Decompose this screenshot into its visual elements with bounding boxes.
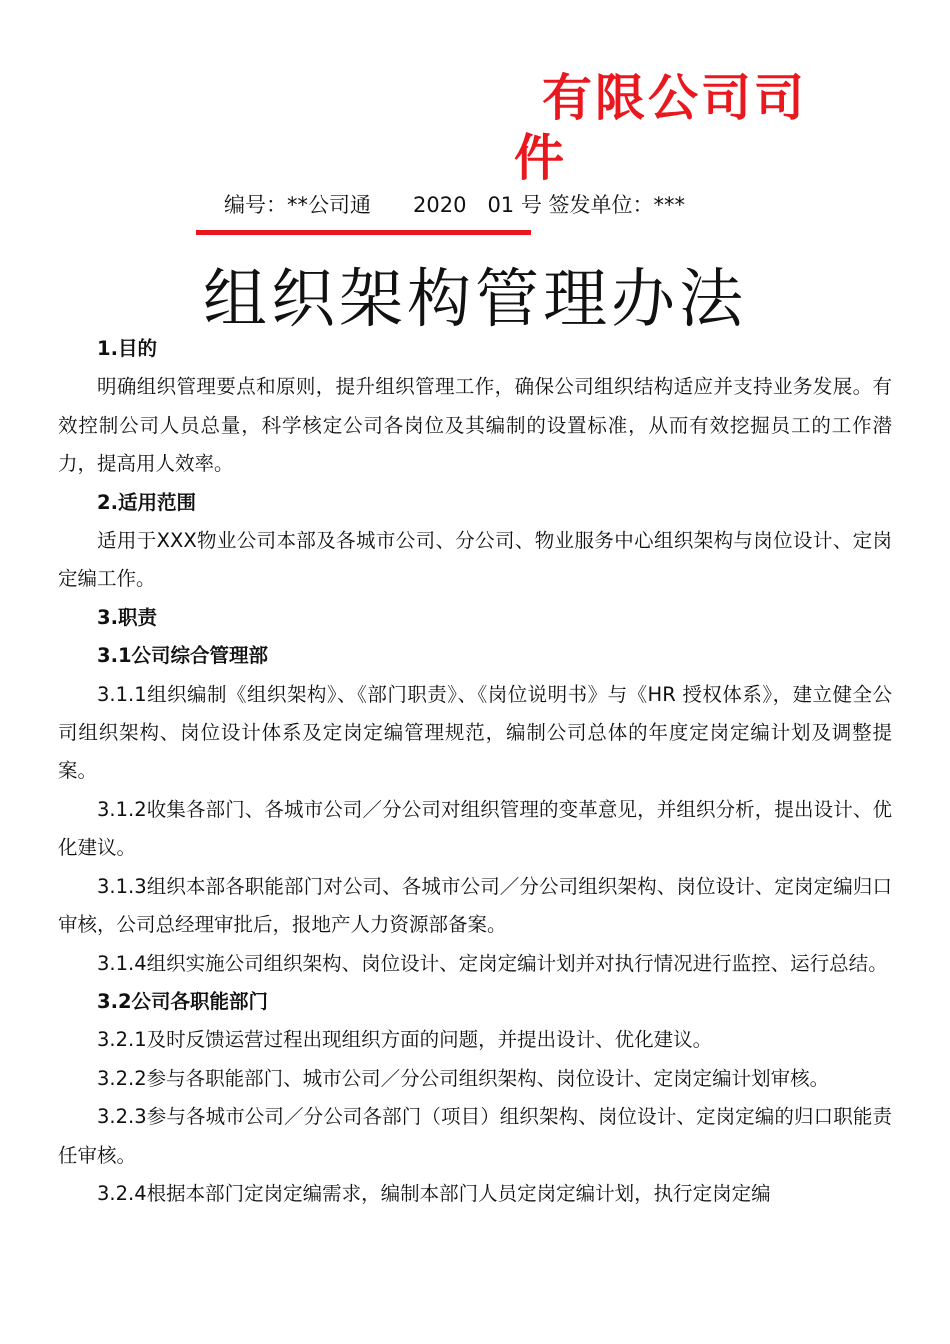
body-paragraph: 明确组织管理要点和原则，提升组织管理工作，确保公司组织结构适应并支持业务发展。有效控制公司人员总量，科学核定公司各岗位及其编制的设置标准，从而有效挖掘员工的工作潜力，提高用人效率。 xyxy=(58,375,892,476)
body-paragraph: 适用于XXX物业公司本部及各城市公司、分公司、物业服务中心组织架构与岗位设计、定岗定编工作。 xyxy=(58,529,892,591)
body-paragraph: 3.2.4根据本部门定岗定编需求，编制本部门人员定岗定编计划，执行定岗定编 xyxy=(97,1181,771,1205)
body-paragraph: 3.1.3组织本部各职能部门对公司、各城市公司／分公司组织架构、岗位设计、定岗定编归口审核，公司总经理审批后，报地产人力资源部备案。 xyxy=(58,874,892,937)
section-heading: 3.1公司综合管理部 xyxy=(97,644,269,668)
body-paragraph: 3.1.4组织实施公司组织架构、岗位设计、定岗定编计划并对执行情况进行监控、运行总结。 xyxy=(97,951,888,975)
section-heading: 3.职责 xyxy=(97,605,157,629)
issue-number: 编号：**公司通 2020 01 号 签发单位：*** xyxy=(224,193,686,217)
red-header-rule xyxy=(196,230,531,235)
section-heading: 3.2公司各职能部门 xyxy=(97,989,269,1013)
body-paragraph: 3.1.1组织编制《组织架构》、《部门职责》、《岗位说明书》与《HR 授权体系》，建立健全公司组织架构、岗位设计体系及定岗定编管理规范，编制公司总体的年度定岗定编计划及调整提案。 xyxy=(58,682,892,783)
document-body xyxy=(58,330,892,1213)
document-title: 组织架构管理办法 xyxy=(203,263,747,337)
document-type-line: 件 xyxy=(514,129,567,187)
company-name-line: 有限公司司 xyxy=(542,69,807,127)
body-paragraph: 3.2.2参与各职能部门、城市公司／分公司组织架构、岗位设计、定岗定编计划审核。 xyxy=(97,1066,830,1090)
body-paragraph: 3.2.1及时反馈运营过程出现组织方面的问题，并提出设计、优化建议。 xyxy=(97,1028,713,1052)
body-paragraph: 3.1.2收集各部门、各城市公司／分公司对组织管理的变革意见，并组织分析，提出设计、优化建议。 xyxy=(58,797,892,860)
body-paragraph: 3.2.3参与各城市公司／分公司各部门（项目）组织架构、岗位设计、定岗定编的归口职能责任审核。 xyxy=(58,1105,892,1167)
section-heading: 2.适用范围 xyxy=(97,490,196,514)
section-heading: 1.目的 xyxy=(97,337,157,360)
